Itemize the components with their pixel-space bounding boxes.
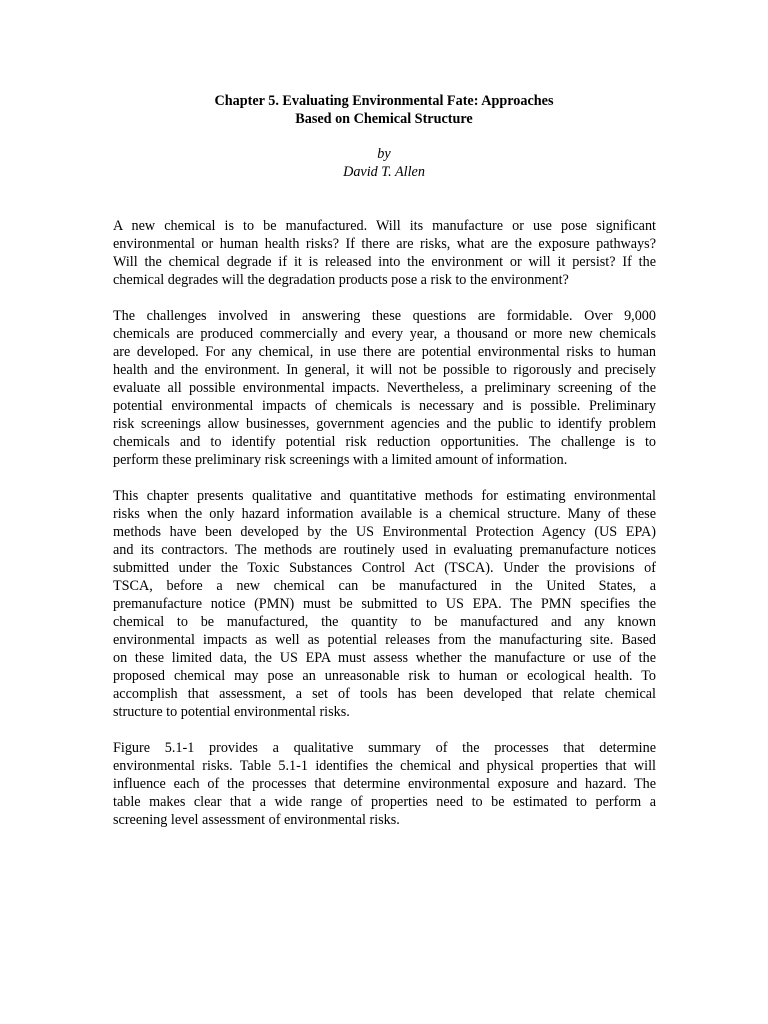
paragraph-line: Figure 5.1-1 provides a qualitative summary of the processes that determine	[113, 740, 656, 756]
paragraph-line: environmental or human health risks? If there are risks, what are the exposure pathways?	[113, 236, 656, 252]
paragraph-line: and its contractors. The methods are routinely used in evaluating premanufacture notices	[113, 542, 656, 558]
paragraph-line: influence each of the processes that determine environmental exposure and hazard. The	[113, 776, 656, 792]
paragraph-line: health and the environment. In general, it will not be possible to rigorously and precisely	[113, 362, 656, 378]
paragraph-1	[113, 217, 656, 289]
paragraph-3	[113, 487, 656, 721]
paragraph-line: accomplish that assessment, a set of tools has been developed that relate chemical	[113, 686, 656, 702]
paragraph-line: risk screenings allow businesses, government agencies and the public to identify problem	[113, 416, 656, 432]
paragraph-line: on these limited data, the US EPA must assess whether the manufacture or use of the	[113, 650, 656, 666]
paragraph-line: premanufacture notice (PMN) must be submitted to US EPA. The PMN specifies the	[113, 596, 656, 612]
paragraph-line: environmental risks. Table 5.1-1 identifies the chemical and physical properties that will	[113, 758, 656, 774]
paragraph-line: potential environmental impacts of chemicals is necessary and is possible. Preliminary	[113, 398, 656, 414]
paragraph-line: Will the chemical degrade if it is released into the environment or will it persist? If the	[113, 254, 656, 270]
paragraph-2	[113, 307, 656, 469]
chapter-title	[0, 92, 768, 128]
paragraph-line: are developed. For any chemical, in use there are potential environmental risks to human	[113, 344, 656, 360]
paragraph-line: proposed chemical may pose an unreasonable risk to human or ecological health. To	[113, 668, 656, 684]
paragraph-line: chemical degrades will the degradation products pose a risk to the environment?	[113, 272, 569, 288]
paragraph-line: TSCA, before a new chemical can be manufactured in the United States, a	[113, 578, 656, 594]
paragraph-line: environmental impacts as well as potential releases from the manufacturing site. Based	[113, 632, 656, 648]
paragraph-4	[113, 739, 656, 829]
paragraph-line: The challenges involved in answering these questions are formidable. Over 9,000	[113, 308, 656, 324]
paragraph-line: risks when the only hazard information available is a chemical structure. Many of these	[113, 506, 656, 522]
paragraph-line: structure to potential environmental risks.	[113, 704, 350, 720]
paragraph-line: chemical to be manufactured, the quantity to be manufactured and any known	[113, 614, 656, 630]
paragraph-line: methods have been developed by the US Environmental Protection Agency (US EPA)	[113, 524, 656, 540]
chapter-title-line-2: Based on Chemical Structure	[295, 111, 473, 127]
paragraph-line: chemicals are produced commercially and every year, a thousand or more new chemicals	[113, 326, 656, 342]
paragraph-line: evaluate all possible environmental impacts. Nevertheless, a preliminary screening of the	[113, 380, 656, 396]
byline	[0, 145, 768, 181]
paragraph-line: This chapter presents qualitative and quantitative methods for estimating environmental	[113, 488, 656, 504]
paragraph-line: perform these preliminary risk screenings with a limited amount of information.	[113, 452, 568, 468]
paragraph-line: chemicals and to identify potential risk reduction opportunities. The challenge is to	[113, 434, 656, 450]
paragraph-line: screening level assessment of environmental risks.	[113, 812, 400, 828]
by-label: by	[377, 146, 391, 162]
author-name: David T. Allen	[343, 164, 425, 180]
paragraph-line: A new chemical is to be manufactured. Will its manufacture or use pose significant	[113, 218, 656, 234]
chapter-title-line-1: Chapter 5. Evaluating Environmental Fate: Approaches	[214, 93, 554, 109]
paragraph-line: submitted under the Toxic Substances Control Act (TSCA). Under the provisions of	[113, 560, 656, 576]
paragraph-line: table makes clear that a wide range of properties need to be estimated to perform a	[113, 794, 656, 810]
body-text	[113, 217, 656, 847]
